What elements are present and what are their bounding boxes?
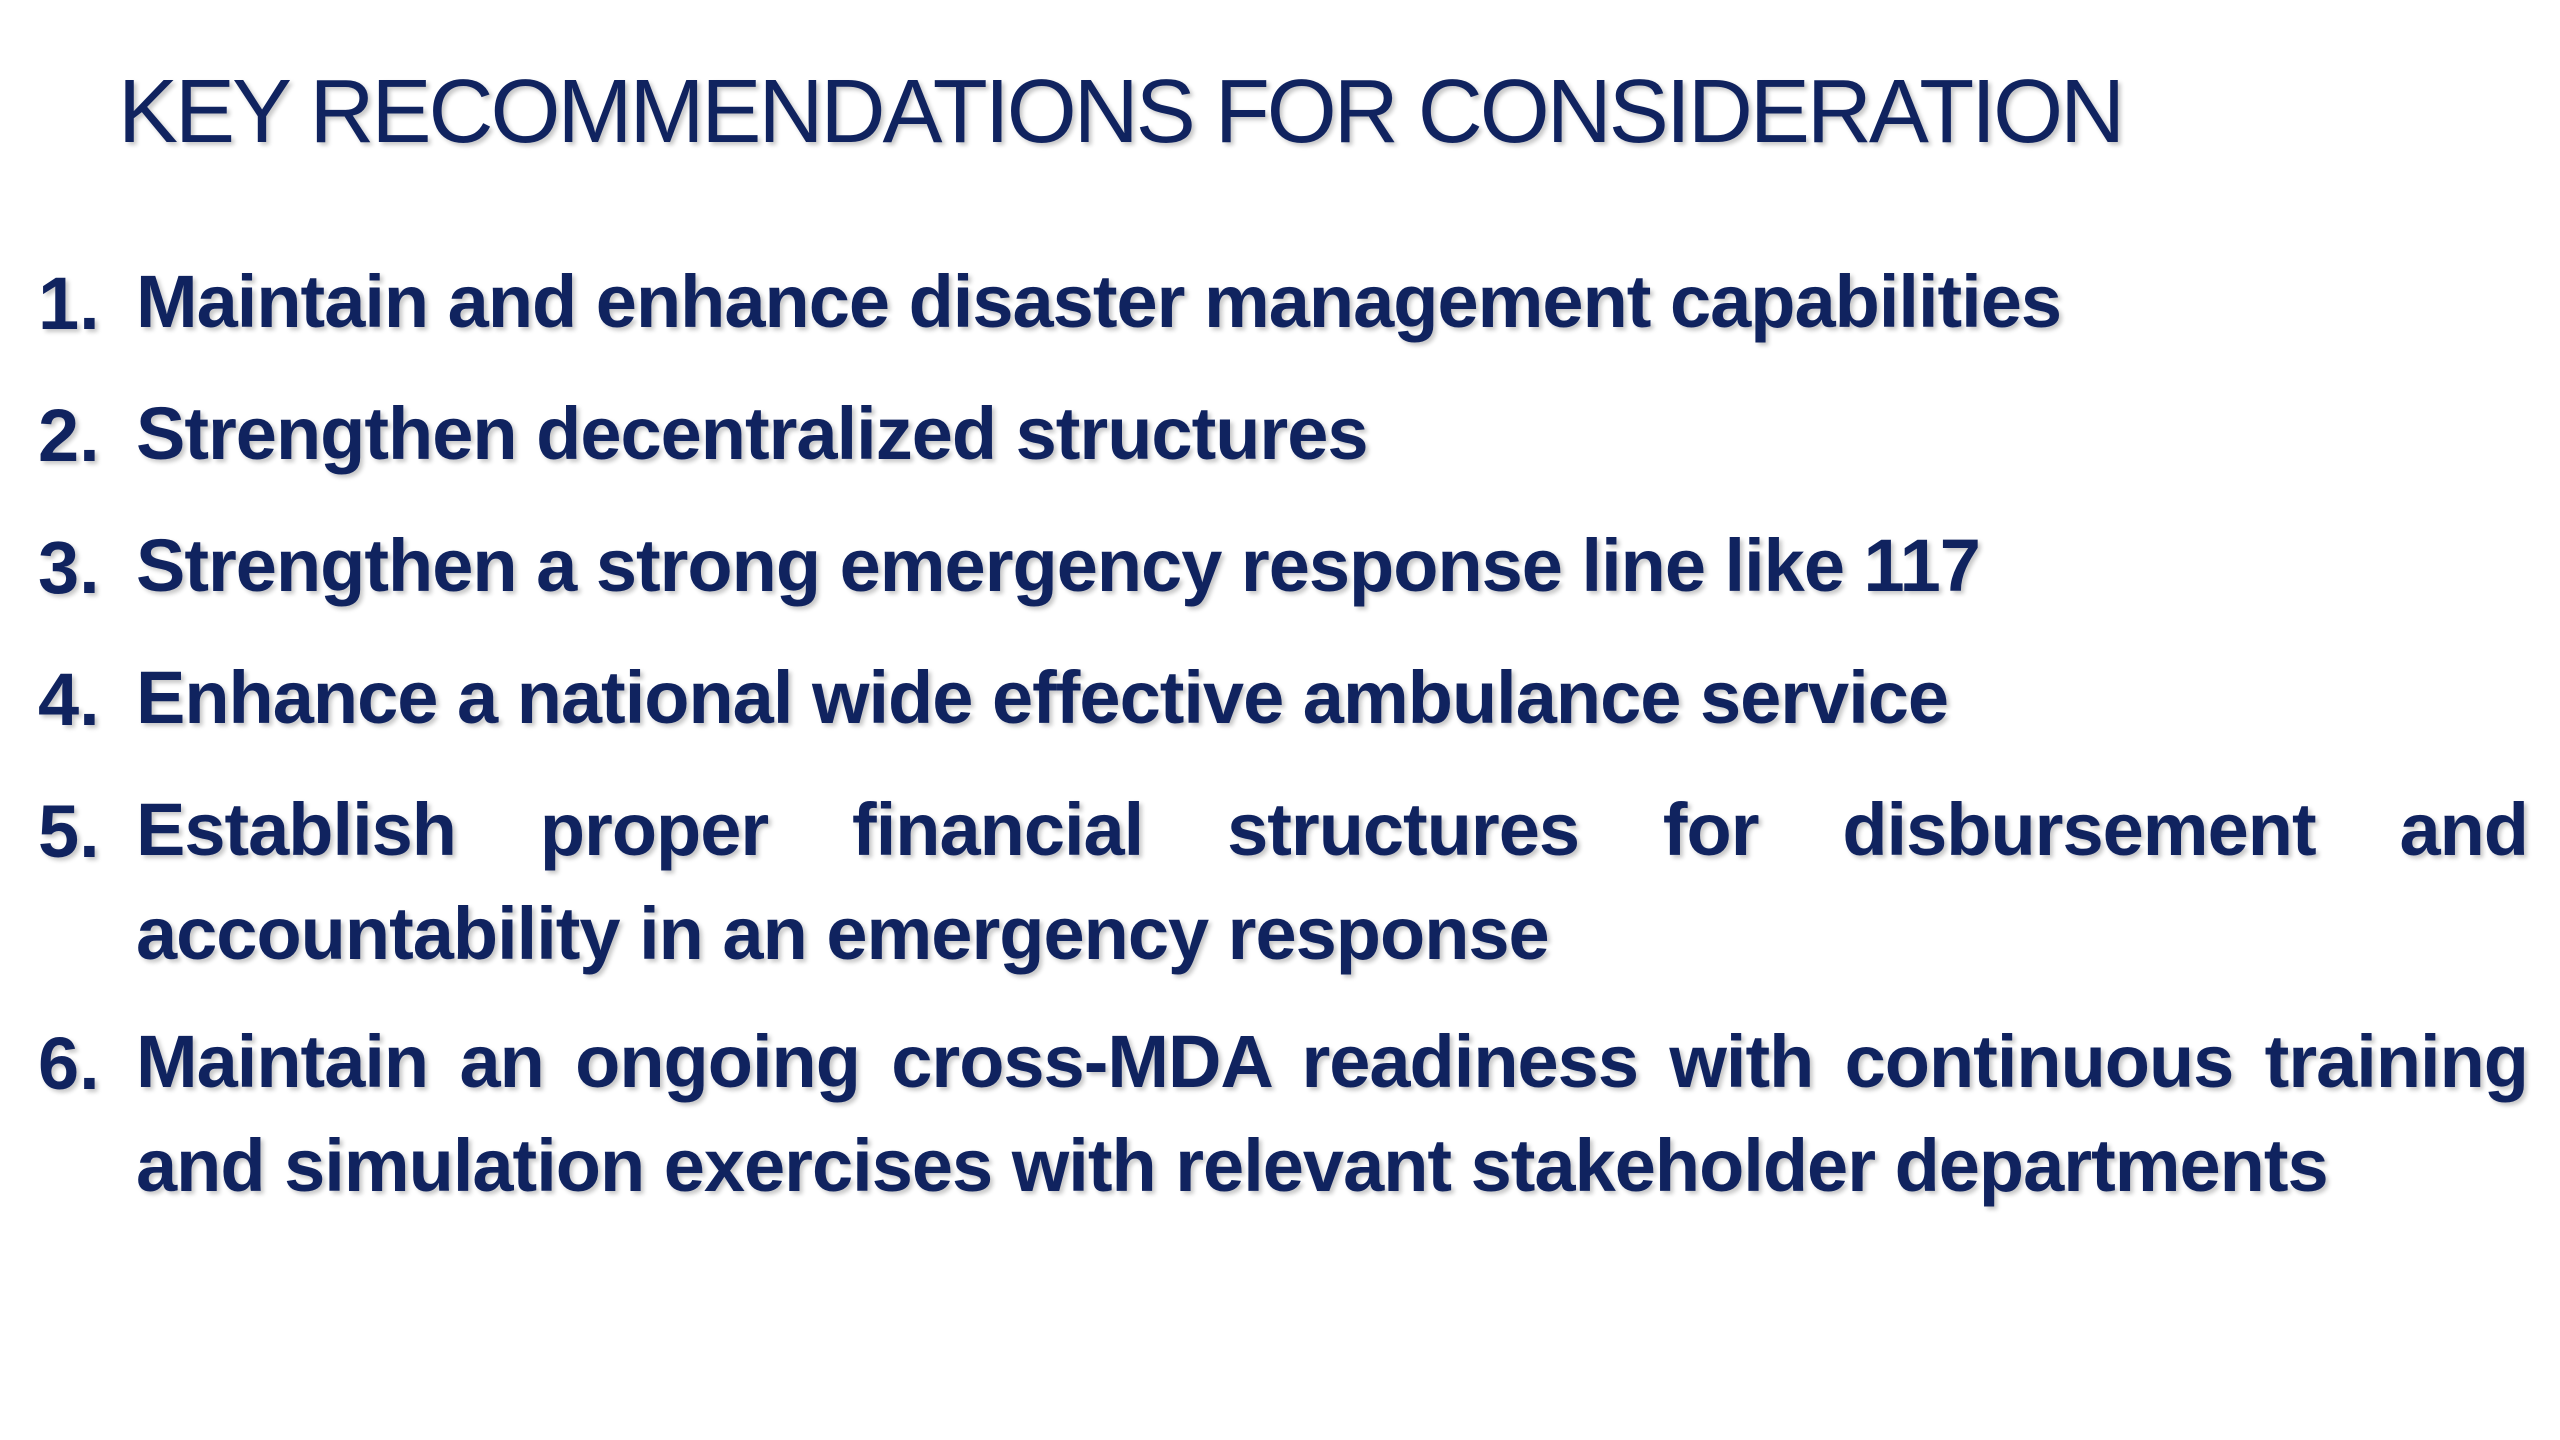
- recommendation-item-5: [38, 778, 2528, 986]
- recommendation-text-6: Maintain an ongoing cross-MDA readiness with continuous training and simulation exercises with relevant stakeholder departments: [136, 1020, 2528, 1207]
- recommendation-number-5: 5.: [38, 790, 100, 873]
- recommendation-item-2: [38, 382, 2528, 490]
- recommendation-number-4: 4.: [38, 658, 100, 741]
- recommendation-text-3: Strengthen a strong emergency response line like 117: [136, 524, 1980, 607]
- recommendation-item-6: [38, 1010, 2528, 1218]
- recommendation-list: [38, 250, 2528, 1218]
- recommendation-text-1: Maintain and enhance disaster management capabilities: [136, 260, 2062, 343]
- recommendation-number-2: 2.: [38, 394, 100, 477]
- recommendation-text-4: Enhance a national wide effective ambulance service: [136, 656, 1949, 739]
- recommendation-number-3: 3.: [38, 526, 100, 609]
- recommendation-text-2: Strengthen decentralized structures: [136, 392, 1368, 475]
- slide-title: KEY RECOMMENDATIONS FOR CONSIDERATION: [118, 62, 2123, 162]
- recommendation-number-1: 1.: [38, 262, 100, 345]
- recommendation-item-4: [38, 646, 2528, 754]
- recommendation-text-5: Establish proper financial structures for disbursement and accountability in an emergency response: [136, 788, 2528, 975]
- recommendation-item-1: [38, 250, 2528, 358]
- recommendation-item-3: [38, 514, 2528, 622]
- recommendation-number-6: 6.: [38, 1022, 100, 1105]
